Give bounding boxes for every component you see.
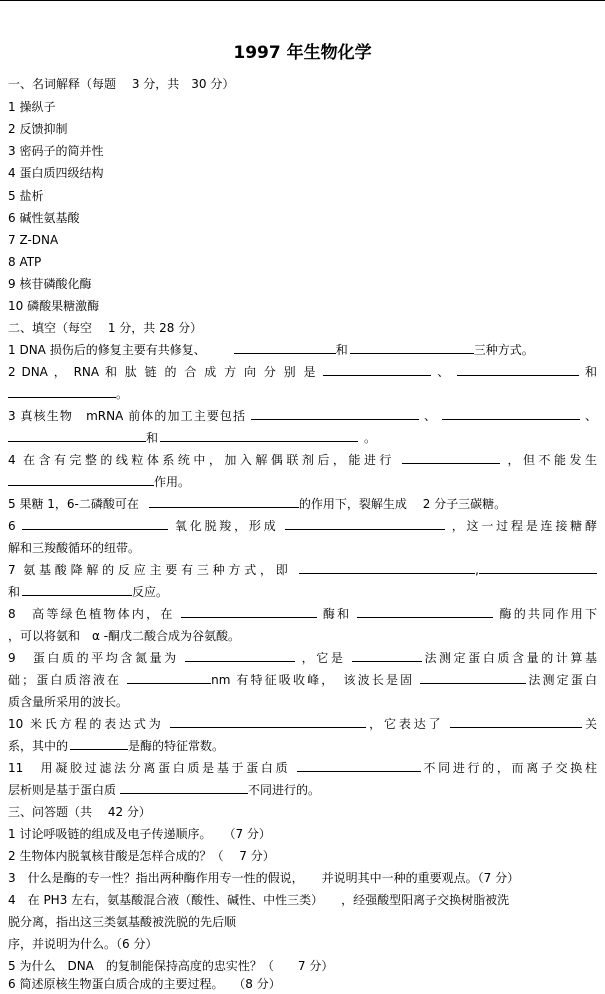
answer-blank[interactable] xyxy=(234,340,336,354)
fill-q7: 7 氨基酸降解的反应主要有三种方式，即 , xyxy=(8,560,597,580)
section-2-heading: 二、填空（每空 1 分，共 28 分） xyxy=(8,321,203,335)
fill-q4-cont: 作用。 xyxy=(8,472,597,492)
answer-blank[interactable] xyxy=(22,582,132,596)
answer-blank[interactable] xyxy=(22,516,168,530)
fill-q10-cont: 系，其中的 是酶的特征常数。 xyxy=(8,736,597,756)
answer-blank[interactable] xyxy=(120,780,248,794)
section-1-heading: 一、名词解释（每题 3 分，共 30 分） xyxy=(8,77,235,91)
essay-q4: 4 在 PH3 左右，氨基酸混合液（酸性、碱性、中性三类） ，经强酸型阳离子交换树脂被洗 xyxy=(8,893,510,907)
fill-q8: 8 高等绿色植物体内，在 酶和 酶的共同作用下 xyxy=(8,604,597,624)
term-item: 7 Z-DNA xyxy=(8,233,59,247)
answer-blank[interactable] xyxy=(8,384,116,398)
term-item: 10 磷酸果糖激酶 xyxy=(8,299,100,313)
fill-q10: 10 米氏方程的表达式为 ，它表达了 关 xyxy=(8,714,597,734)
answer-blank[interactable] xyxy=(149,494,299,508)
answer-blank[interactable] xyxy=(442,406,580,420)
answer-blank[interactable] xyxy=(350,340,474,354)
answer-blank[interactable] xyxy=(299,560,475,574)
fill-q8-cont: ，可以将氨和 α -酮戊二酸合成为谷氨酸。 xyxy=(8,629,241,643)
answer-blank[interactable] xyxy=(181,604,317,618)
essay-q3: 3 什么是酶的专一性？指出两种酶作用专一性的假说， 并说明其中一种的重要观点。（7 分） xyxy=(8,871,520,885)
term-item: 5 盐析 xyxy=(8,189,44,203)
answer-blank[interactable] xyxy=(185,648,295,662)
answer-blank[interactable] xyxy=(352,648,422,662)
answer-blank[interactable] xyxy=(170,714,366,728)
top-rule xyxy=(0,0,605,1)
term-item: 3 密码子的简并性 xyxy=(8,144,104,158)
term-item: 1 操纵子 xyxy=(8,100,56,114)
fill-q5: 5 果糖 1，6-二磷酸可在 的作用下，裂解生成 2 分子三碳糖。 xyxy=(8,494,597,514)
fill-q1: 1 DNA 损伤后的修复主要有共修复、 和 三种方式。 xyxy=(8,340,597,360)
answer-blank[interactable] xyxy=(450,714,582,728)
answer-blank[interactable] xyxy=(297,758,421,772)
essay-q2: 2 生物体内脱氧核苷酸是怎样合成的？（ 7 分） xyxy=(8,849,275,863)
term-item: 2 反馈抑制 xyxy=(8,122,68,136)
fill-q6: 6 氧化脱羧，形成 ，这一过程是连接糖酵 xyxy=(8,516,597,536)
essay-q4-cont: 序，并说明为什么。（6 分） xyxy=(8,937,158,951)
answer-blank[interactable] xyxy=(8,428,146,442)
answer-blank[interactable] xyxy=(457,362,579,376)
essay-q1: 1 讨论呼吸链的组成及电子传递顺序。 （7 分） xyxy=(8,827,271,841)
essay-q5: 5 为什么 DNA 的复制能保持高度的忠实性？（ 7 分） xyxy=(8,959,334,973)
page-title: 1997 年生物化学 xyxy=(233,43,372,63)
term-item: 8 ATP xyxy=(8,255,42,269)
fill-q3-cont: 和 。 xyxy=(8,428,597,448)
answer-blank[interactable] xyxy=(251,406,419,420)
term-item: 4 蛋白质四级结构 xyxy=(8,166,104,180)
fill-q11: 11 用凝胶过滤法分离蛋白质是基于蛋白质 不同进行的，而离子交换柱 xyxy=(8,758,597,778)
fill-q7-cont: 和 反应。 xyxy=(8,582,597,602)
essay-q4-cont: 脱分离，指出这三类氨基酸被洗脱的先后顺 xyxy=(8,915,237,929)
fill-q9: 9 蛋白质的平均含氮量为 ，它是 法测定蛋白质含量的计算基 xyxy=(8,648,597,668)
answer-blank[interactable] xyxy=(127,670,211,684)
answer-blank[interactable] xyxy=(357,604,493,618)
fill-q11-cont: 层析则是基于蛋白质 不同进行的。 xyxy=(8,780,597,800)
essay-q6: 6 简述原核生物蛋白质合成的主要过程。 （8 分） xyxy=(8,977,281,991)
fill-q9-cont: 础；蛋白质溶液在 nm 有特征吸收峰， 该波长是固 法测定蛋白 xyxy=(8,670,597,690)
answer-blank[interactable] xyxy=(420,670,526,684)
answer-blank[interactable] xyxy=(8,472,154,486)
term-item: 9 核苷磷酸化酶 xyxy=(8,277,92,291)
fill-q3: 3 真核生物 mRNA 前体的加工主要包括 、 、 xyxy=(8,406,597,426)
fill-q9-cont: 质含量所采用的波长。 xyxy=(8,695,129,709)
answer-blank[interactable] xyxy=(285,516,445,530)
term-item: 6 碱性氨基酸 xyxy=(8,211,80,225)
answer-blank[interactable] xyxy=(70,736,128,750)
answer-blank[interactable] xyxy=(323,362,431,376)
fill-q4: 4 在含有完整的线粒体系统中，加入解偶联剂后，能进行 ，但不能发生 xyxy=(8,450,597,470)
section-3-heading: 三、问答题（共 42 分） xyxy=(8,805,151,819)
answer-blank[interactable] xyxy=(479,560,597,574)
answer-blank[interactable] xyxy=(160,428,358,442)
fill-q2-cont: 。 xyxy=(8,384,597,404)
answer-blank[interactable] xyxy=(402,450,500,464)
fill-q2: 2 DNA ， RNA 和 肽 链 的 合 成 方 向 分 别 是 、 和 xyxy=(8,362,597,382)
fill-q6-cont: 解和三羧酸循环的纽带。 xyxy=(8,541,141,555)
